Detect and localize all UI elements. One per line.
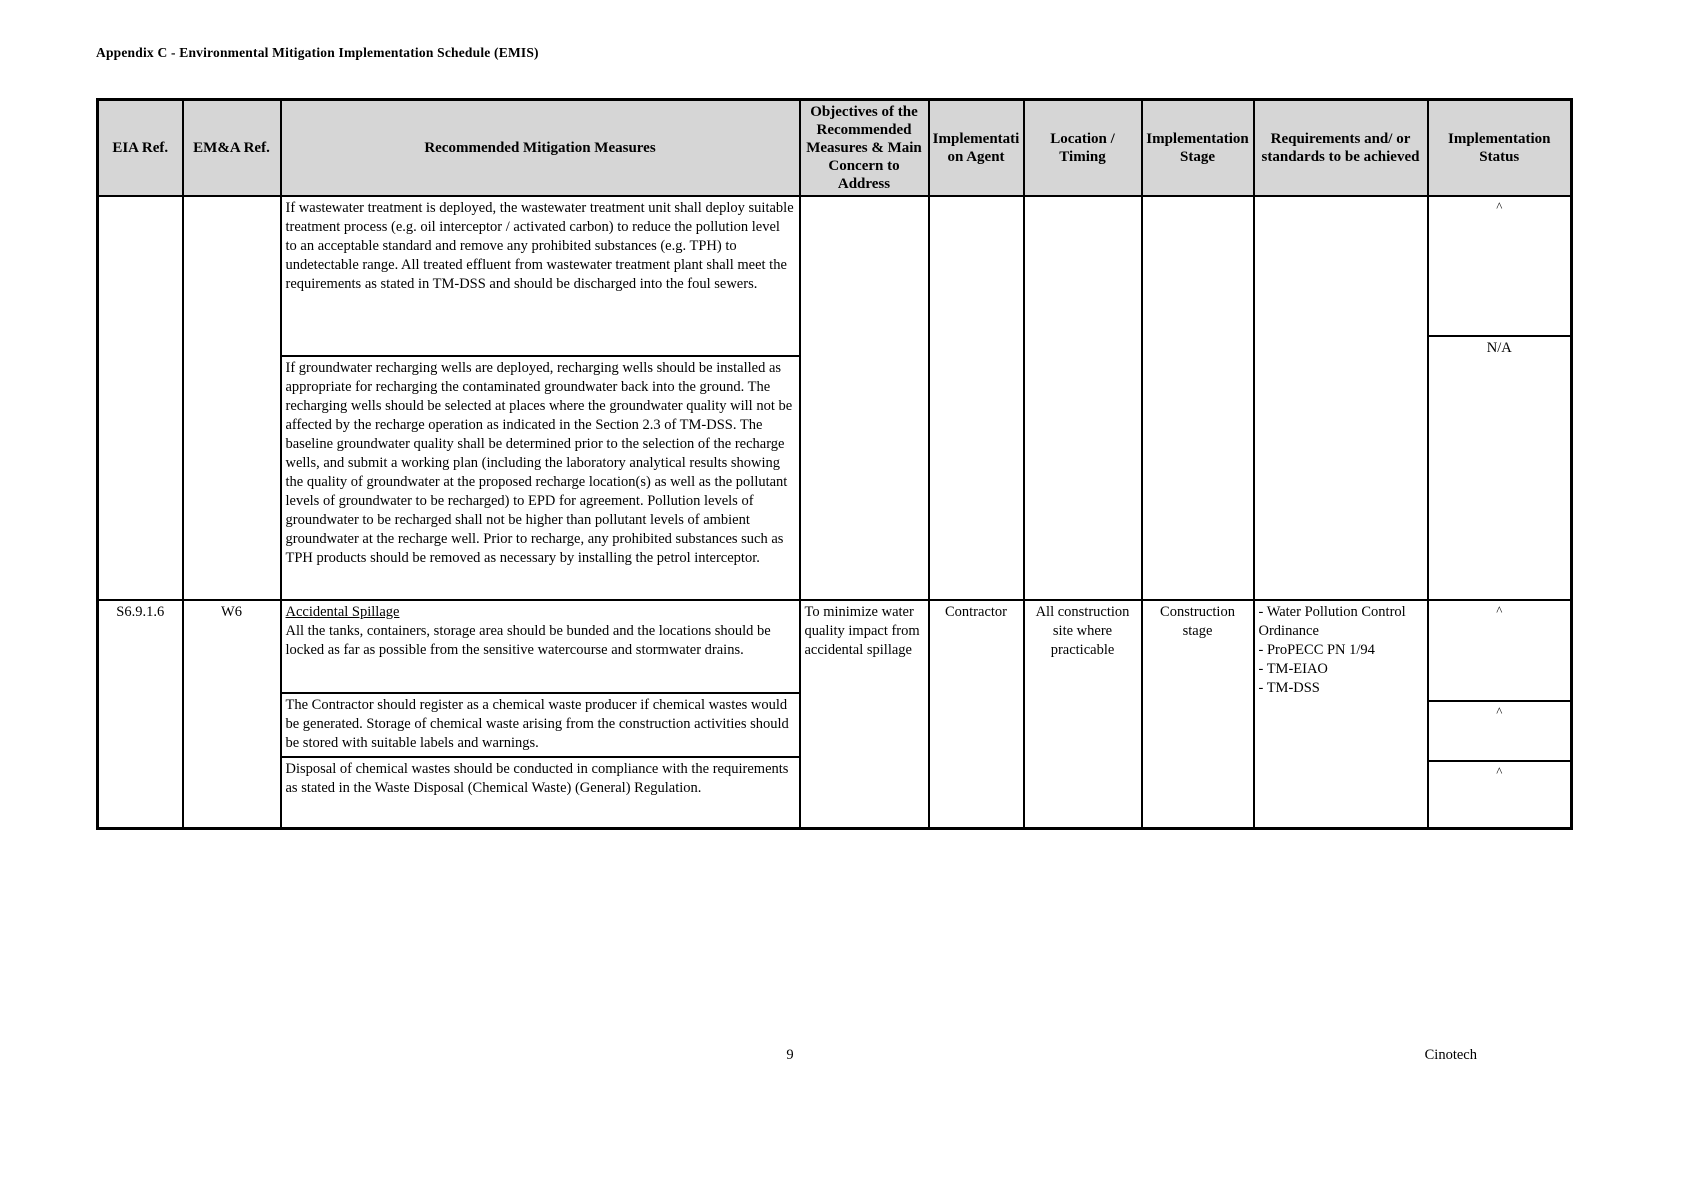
status-stack [1429, 601, 1571, 825]
table-row-s6916 [98, 600, 1572, 828]
measure-bunding-text: All the tanks, containers, storage area should be bunded and the locations should be locked as far as possible from the sensitive watercourse and stormwater drains. [285, 623, 771, 658]
page-number: 9 [786, 1047, 794, 1063]
measure-chemical-waste-producer: The Contractor should register as a chemical waste producer if chemical wastes would be generated. Storage of chemical waste arising from the construction activities should be stored with suitable labels and warnings. [282, 694, 799, 758]
status-stack [1429, 197, 1571, 597]
col-header-eia-ref: EIA Ref. [98, 100, 183, 197]
cell-objectives-empty [800, 196, 929, 600]
requirement-item: - TM-EIAO [1258, 661, 1328, 677]
cell-stage-empty [1142, 196, 1254, 600]
cell-implementation-status [1428, 196, 1572, 600]
measures-stack [282, 601, 799, 825]
col-header-measures: Recommended Mitigation Measures [281, 100, 800, 197]
cell-agent-empty [929, 196, 1024, 600]
status-mark: ^ [1429, 601, 1571, 702]
cell-eia-ref: S6.9.1.6 [98, 600, 183, 828]
col-header-objectives: Objectives of the Recommended Measures & Main Concern to Address [800, 100, 929, 197]
cell-eia-ref-empty [98, 196, 183, 600]
status-na: N/A [1486, 340, 1512, 356]
requirement-item: - TM-DSS [1258, 680, 1320, 696]
status-mark: ^ [1429, 197, 1571, 337]
col-header-agent: Implementation Agent [929, 100, 1024, 197]
cell-location: All construction site where practicable [1024, 600, 1142, 828]
cell-stage: Construction stage [1142, 600, 1254, 828]
emis-table [96, 98, 1573, 830]
measures-stack [282, 197, 799, 597]
col-header-stage: Implementation Stage [1142, 100, 1254, 197]
cell-ema-ref: W6 [183, 600, 281, 828]
cell-location-empty [1024, 196, 1142, 600]
status-mark: ^ [1496, 764, 1503, 779]
table-row-continuation [98, 196, 1572, 600]
cell-agent: Contractor [929, 600, 1024, 828]
col-header-ema-ref: EM&A Ref. [183, 100, 281, 197]
table-header-row [98, 100, 1572, 197]
status-mark: ^ [1429, 702, 1571, 762]
cell-mitigation-measures [281, 196, 800, 600]
measure-chemical-waste-disposal: Disposal of chemical wastes should be conducted in compliance with the requirements as stated in the Waste Disposal (Chemical Waste) (General) Regulation. [285, 761, 789, 796]
col-header-location: Location / Timing [1024, 100, 1142, 197]
cell-requirements [1254, 600, 1428, 828]
measure-wastewater-treatment: If wastewater treatment is deployed, the wastewater treatment unit shall deploy suitable treatment process (e.g. oil interceptor / activated carbon) to reduce the pollution level to an acceptable standard and remove any prohibited substances (e.g. TPH) to undetectable range. All treated effluent from wastewater treatment plant shall meet the requirements as stated in TM-DSS and should be discharged into the foul sewers. [282, 197, 799, 357]
col-header-status: Implementation Status [1428, 100, 1572, 197]
cell-mitigation-measures [281, 600, 800, 828]
document-title: Appendix C - Environmental Mitigation Implementation Schedule (EMIS) [96, 45, 539, 60]
requirement-item: - Water Pollution Control Ordinance [1258, 604, 1406, 639]
measure-accidental-spillage [282, 601, 799, 694]
cell-ema-ref-empty [183, 196, 281, 600]
col-header-requirements: Requirements and/ or standards to be achieved [1254, 100, 1428, 197]
cell-requirements-empty [1254, 196, 1428, 600]
measure-groundwater-recharging: If groundwater recharging wells are deployed, recharging wells should be installed as appropriate for recharging the contaminated groundwater back into the ground. The recharging wells should be selected at places where the groundwater quality will not be affected by the recharge operation as indicated in the Section 2.3 of TM-DSS. The baseline groundwater quality shall be determined prior to the selection of the recharge wells, and submit a working plan (including the laboratory analytical results showing the quality of groundwater at the proposed recharge location(s) as well as the pollutant levels of groundwater to be recharged) to EPD for agreement. Pollution levels of groundwater to be recharged shall not be higher than pollutant levels of ambient groundwater at the recharge well. Prior to recharge, any prohibited substances such as TPH products should be removed as necessary by installing the petrol interceptor. [285, 360, 793, 566]
cell-objectives: To minimize water quality impact from accidental spillage [800, 600, 929, 828]
requirement-item: - ProPECC PN 1/94 [1258, 642, 1375, 658]
cell-implementation-status [1428, 600, 1572, 828]
measure-heading: Accidental Spillage [285, 604, 400, 620]
footer-company-name: Cinotech [1424, 1047, 1477, 1063]
